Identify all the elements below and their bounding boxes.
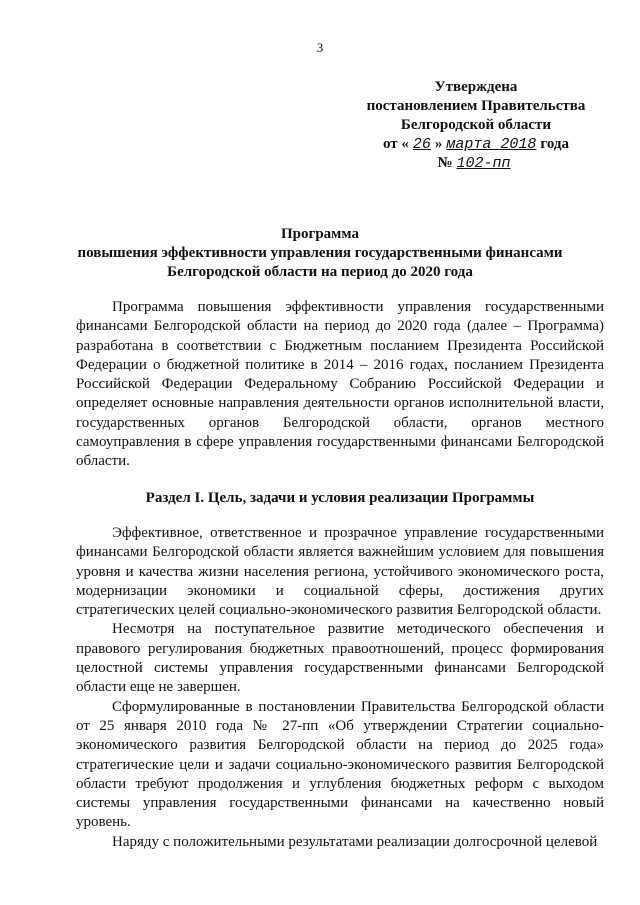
date-day: 26 <box>412 136 431 153</box>
approval-number <box>356 154 596 173</box>
number-value: 102-пп <box>456 155 511 172</box>
title-line-2: повышения эффективности управления государственными финансами <box>77 245 563 261</box>
approval-date <box>356 135 596 154</box>
title-line-1: Программа <box>281 226 359 242</box>
section-heading: Раздел I. Цель, задачи и условия реализации Программы <box>145 489 535 506</box>
approval-block <box>356 78 596 173</box>
date-suffix: года <box>540 136 570 152</box>
page-number: 3 <box>316 40 324 55</box>
body-paragraph-1: Эффективное, ответственное и прозрачное управление государственными финансами Белгородской области является важнейшим условием для повышения уровня и качества жизни населения региона, устойчивого экономического роста, модернизации экономики и социальной сферы, достижения других стратегических целей социально-экономического развития Белгородской области. <box>76 524 604 619</box>
number-prefix: № <box>437 155 453 171</box>
body-paragraph-3: Сформулированные в постановлении Правительства Белгородской области от 25 января 2010 года № 27-пп «Об утверждении Стратегии социально-экономического развития Белгородской области на период до 2025 года» стратегические цели и задачи социально-экономического развития Белгородской области требуют продолжения и углубления бюджетных реформ с выходом системы управления государственными финансами на качественно новый уровень. <box>76 698 604 831</box>
approval-line-1: Утверждена <box>434 79 518 95</box>
approval-line-2: постановлением Правительства <box>366 98 586 114</box>
approval-line-3: Белгородской области <box>400 117 552 133</box>
date-mid: » <box>434 136 443 152</box>
body-paragraph-4: Наряду с положительными результатами реализации долгосрочной целевой <box>112 833 598 850</box>
body-paragraph-2: Несмотря на поступательное развитие методического обеспечения и правового регулирования бюджетных правоотношений, процесс формирования целостной системы управления государственными финансами Белгородской области еще не завершен. <box>76 621 604 696</box>
date-prefix: от « <box>382 136 409 152</box>
document-body <box>76 298 604 852</box>
date-month-year: марта 2018 <box>446 136 537 153</box>
title-line-3: Белгородской области на период до 2020 года <box>167 264 473 280</box>
program-title <box>70 225 570 282</box>
intro-paragraph: Программа повышения эффективности управления государственными финансами Белгородской области на период до 2020 года (далее – Программа) разработана в соответствии с Бюджетным посланием Президента Российской Федерации о бюджетной политике в 2014 – 2016 годах, посланием Президента Российской Федерации Федеральному Собранию Российской Федерации и определяет основные направления деятельности органов исполнительной власти, государственных органов Белгородской области, органов местного самоуправления в сфере управления государственными финансами Белгородской области. <box>76 299 604 470</box>
